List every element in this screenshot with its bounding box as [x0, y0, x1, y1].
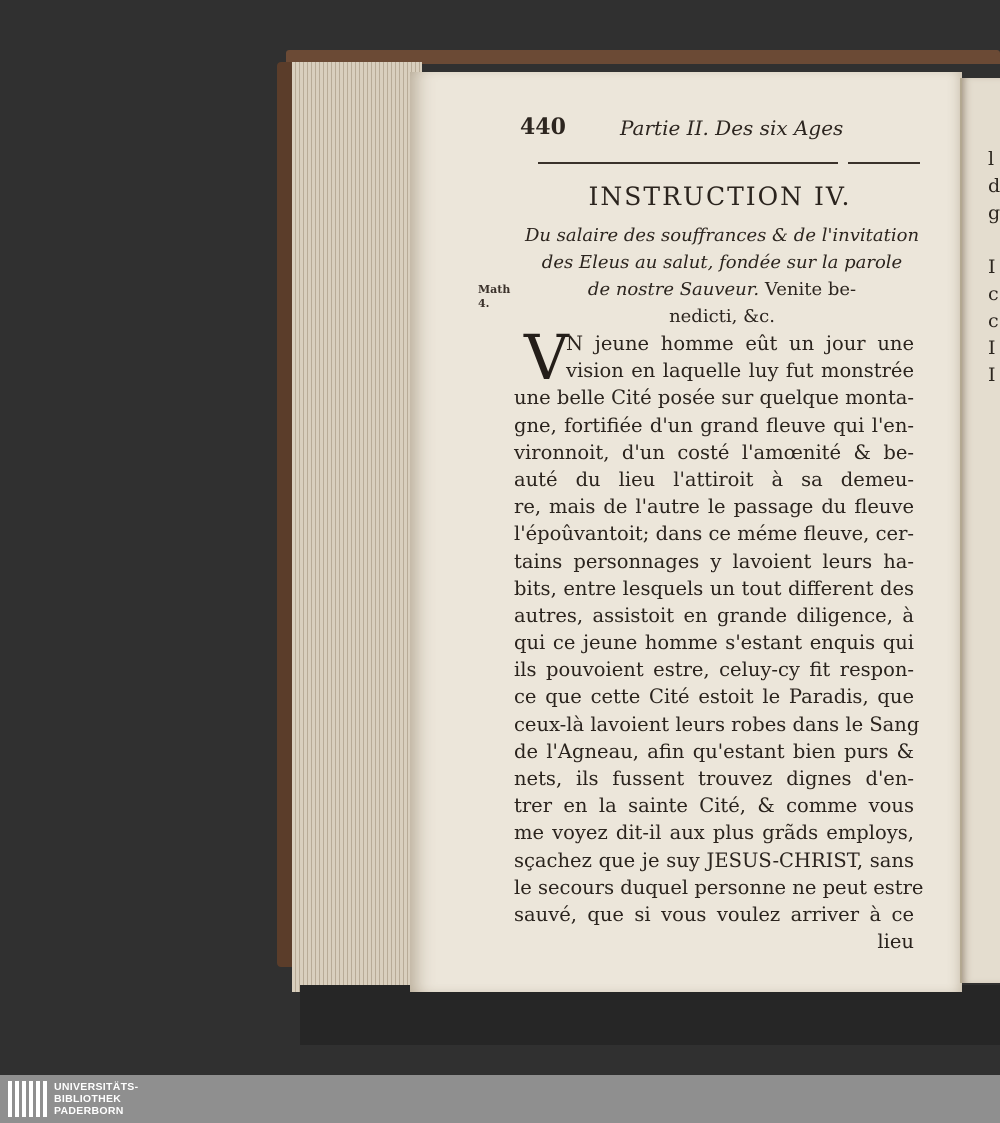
- right-page-letter: c: [988, 283, 999, 305]
- body-line: re, mais de l'autre le passage du fleuve: [514, 495, 914, 519]
- body-line: le secours duquel personne ne peut estre: [514, 875, 924, 899]
- page-number: 440: [520, 114, 566, 140]
- right-page-letter: g: [988, 202, 1000, 224]
- header-rule: [538, 162, 838, 164]
- body-line: de l'Agneau, afin qu'estant bien purs &: [514, 739, 914, 763]
- body-line: sauvé, que si vous voulez arriver à ce: [514, 902, 914, 926]
- body-line: N jeune homme eût un jour une: [566, 332, 914, 355]
- running-head: [520, 110, 940, 144]
- body-line: auté du lieu l'attiroit à sa demeu-: [514, 467, 914, 491]
- body-line: ils pouvoient estre, celuy-cy fit respon-: [514, 658, 914, 682]
- body-line: vision en laquelle luy fut monstrée: [566, 359, 914, 383]
- library-name-line: PADERBORN: [54, 1105, 124, 1117]
- right-page-text: [988, 146, 1000, 389]
- subtitle-line: Du salaire des souffrances & de l'invitation: [524, 225, 920, 246]
- body-line: une belle Cité posée sur quelque monta-: [514, 386, 914, 410]
- body-line: sçachez que je suy JESUS-CHRIST, sans: [514, 848, 914, 872]
- body-line: ce que cette Cité estoit le Paradis, que: [514, 685, 914, 709]
- margin-note-line: Math: [478, 283, 511, 296]
- body-line: tains personnages y lavoient leurs ha-: [514, 549, 914, 573]
- running-title: Partie II. Des six Ages: [620, 116, 844, 140]
- subtitle-line: [518, 276, 926, 303]
- body-line: autres, assistoit en grande diligence, à: [514, 603, 914, 627]
- subtitle-latin-2: nedicti, &c.: [669, 306, 775, 327]
- subtitle: [518, 222, 926, 330]
- body-line: trer en la sainte Cité, & comme vous: [514, 794, 914, 818]
- body-line: ceux-là lavoient leurs robes dans le Sang: [514, 712, 920, 736]
- body-line: gne, fortifiée d'un grand fleuve qui l'en-: [514, 413, 914, 437]
- library-name-line: UNIVERSITÄTS-: [54, 1081, 139, 1093]
- library-name-line: BIBLIOTHEK: [54, 1093, 122, 1105]
- body-line: me voyez dit-il aux plus grãds employs,: [514, 821, 914, 845]
- header-rule-short: [848, 162, 920, 164]
- right-page-letter: I: [988, 337, 996, 359]
- body-line: vironnoit, d'un costé l'amœnité & be-: [514, 440, 914, 464]
- drop-cap: V: [524, 321, 569, 394]
- margin-note: [478, 283, 510, 311]
- subtitle-latin: Venite be-: [764, 279, 857, 300]
- subtitle-line-3: de nostre Sauveur.: [587, 279, 760, 300]
- catchword: lieu: [877, 930, 914, 954]
- body-line: nets, ils fussent trouvez dignes d'en-: [514, 767, 914, 790]
- right-page-letter: l: [988, 148, 995, 170]
- right-page-letter: I: [988, 364, 996, 386]
- library-name: [54, 1081, 138, 1117]
- page-edges: [292, 62, 422, 992]
- book-shadow: [300, 985, 1000, 1045]
- body-line: bits, entre lesquels un tout different des: [514, 576, 914, 600]
- instruction-title: INSTRUCTION IV.: [588, 182, 852, 211]
- library-footer: [0, 1075, 1000, 1123]
- body-line: l'époûvantoit; dans ce méme fleuve, cer-: [514, 522, 914, 546]
- body-text: [514, 321, 924, 955]
- book-spine: [277, 62, 293, 967]
- body-line: qui ce jeune homme s'estant enquis qui: [514, 631, 914, 655]
- right-page-letter: [988, 227, 1000, 254]
- right-page-letter: d: [988, 175, 1000, 197]
- margin-note-line: 4.: [478, 297, 490, 310]
- library-logo-icon: [8, 1081, 48, 1117]
- right-page-letter: I: [988, 256, 996, 278]
- right-page-letter: c: [988, 310, 999, 332]
- subtitle-line: des Eleus au salut, fondée sur la parole: [541, 252, 903, 273]
